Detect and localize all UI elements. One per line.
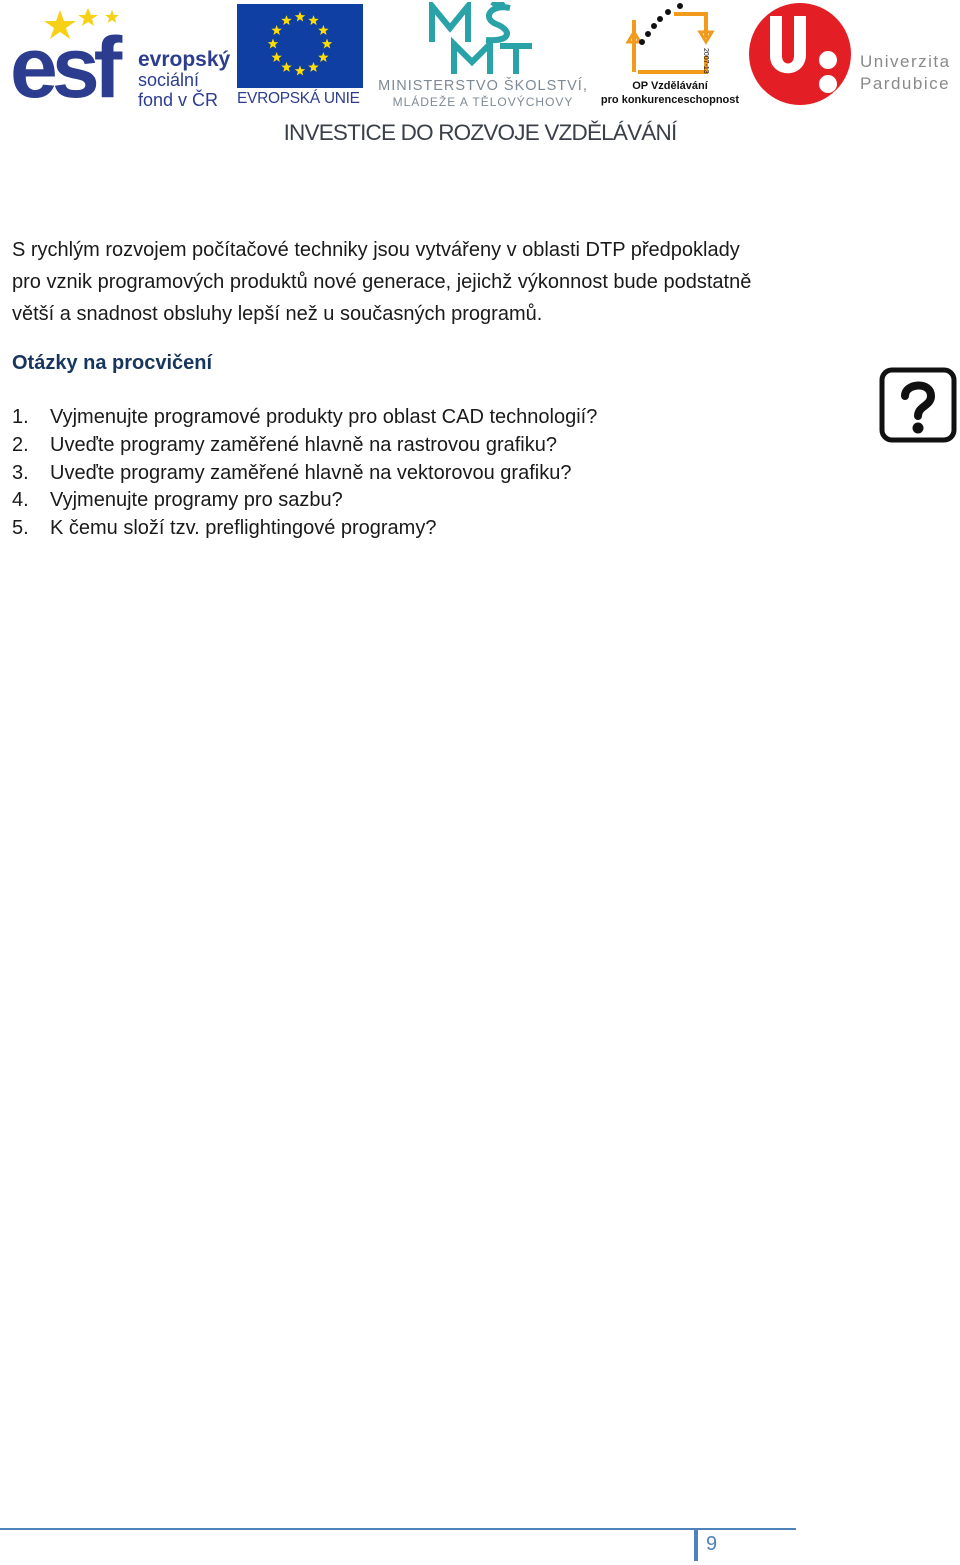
op-line-1: OP Vzdělávání <box>632 80 708 92</box>
eu-star-icon <box>295 66 305 76</box>
eu-star-icon <box>295 12 305 22</box>
op-years: 2007-13 <box>702 48 709 74</box>
op-logo <box>598 2 742 110</box>
eu-flag <box>237 4 363 88</box>
footer-bar <box>694 1528 698 1561</box>
footer-line <box>0 1528 796 1530</box>
question-item <box>12 404 832 432</box>
question-number: 5. <box>12 517 29 540</box>
eu-star-icon <box>271 25 281 35</box>
esf-line-3: fond v ČR <box>138 90 219 110</box>
slogan: INVESTICE DO ROZVOJE VZDĚLÁVÁNÍ <box>283 120 677 145</box>
page-number: 9 <box>706 1533 718 1555</box>
eu-star-icon <box>268 39 278 49</box>
intro-line: S rychlým rozvojem počítačové techniky jsou vytvářeny v oblasti DTP předpoklady <box>12 239 740 261</box>
eu-star-icon <box>318 25 328 35</box>
question-item <box>12 515 832 543</box>
upce-line-2: Pardubice <box>860 74 951 93</box>
questions-list <box>12 404 832 543</box>
question-number: 1. <box>12 406 29 428</box>
question-text: Uveďte programy zaměřené hlavně na rastrovou grafiku? <box>50 433 557 456</box>
eu-star-icon <box>322 39 332 49</box>
question-item <box>12 432 832 460</box>
msmt-logo <box>372 2 594 110</box>
question-mark-icon <box>878 366 958 444</box>
msmt-monogram-icon <box>428 2 538 76</box>
upce-line-1: Univerzita <box>860 52 951 71</box>
questions-heading: Otázky na procvičení <box>12 352 213 374</box>
intro-line: pro vznik programových produktů nové generace, jejichž výkonnost bude podstatně <box>12 271 752 293</box>
eu-star-icon <box>308 15 318 25</box>
question-text: Vyjmenujte programové produkty pro oblast CAD technologií? <box>50 406 598 428</box>
op-arrows-icon <box>624 2 716 80</box>
intro-line: větší a snadnost obsluhy lepší než u současných programů. <box>12 303 543 325</box>
eu-star-icon <box>271 52 281 62</box>
esf-letters: esf <box>10 20 117 116</box>
msmt-line-2: MLÁDEŽE A TĚLOVÝCHOVY <box>392 95 574 109</box>
question-item <box>12 487 832 515</box>
eu-stars-icon <box>237 4 363 88</box>
eu-star-icon <box>281 15 291 25</box>
intro-paragraph <box>12 234 812 330</box>
esf-line-1: evropský <box>138 48 231 71</box>
upce-logo <box>748 2 952 108</box>
eu-caption: EVROPSKÁ UNIE <box>237 90 360 107</box>
question-number: 2. <box>12 433 29 456</box>
esf-logo <box>10 4 231 116</box>
eu-star-icon <box>308 62 318 72</box>
eu-star-icon <box>318 52 328 62</box>
upce-u-icon <box>748 2 854 106</box>
esf-line-2: sociální <box>138 70 200 90</box>
eu-logo <box>237 4 363 108</box>
question-number: 4. <box>12 489 29 512</box>
question-text: Uveďte programy zaměřené hlavně na vektorovou grafiku? <box>50 461 572 484</box>
question-item <box>12 460 832 488</box>
op-line-2: pro konkurenceschopnost <box>600 94 740 106</box>
question-number: 3. <box>12 461 29 484</box>
question-text: Vyjmenujte programy pro sazbu? <box>50 489 343 512</box>
msmt-line-1: MINISTERSTVO ŠKOLSTVÍ, <box>378 78 588 94</box>
question-text: K čemu složí tzv. preflightingové programy? <box>50 517 437 540</box>
eu-star-icon <box>281 62 291 72</box>
